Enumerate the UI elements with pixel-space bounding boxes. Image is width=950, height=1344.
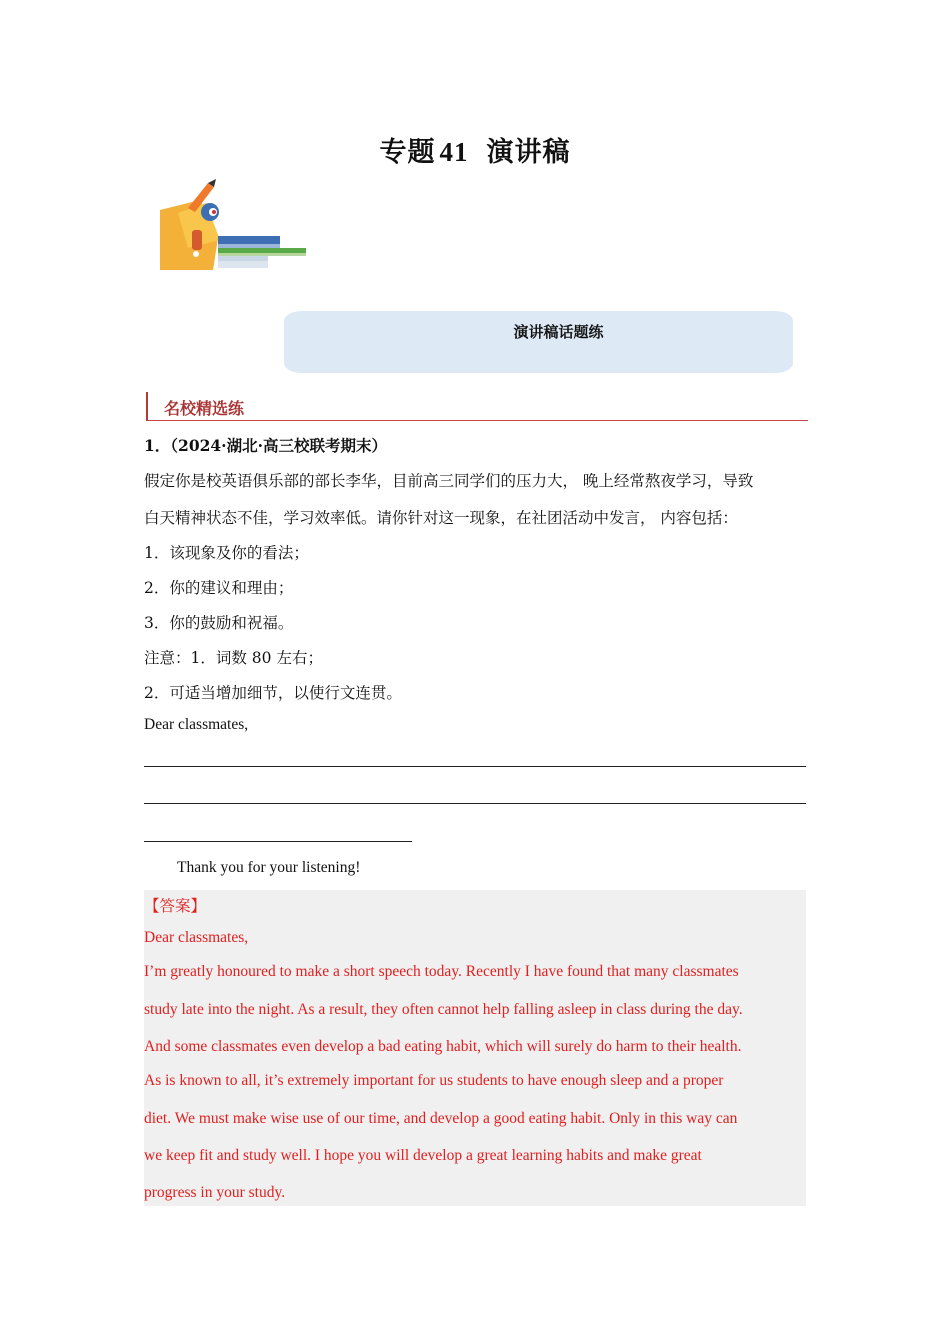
requirement-item: 3．你的鼓励和祝福。	[144, 614, 294, 632]
answer-line: As is known to all, it’s extremely important for us students to have enough sleep and a proper	[144, 1072, 724, 1089]
answer-line: progress in your study.	[144, 1184, 286, 1201]
pencil-books-illustration	[158, 178, 308, 273]
question-prompt-line: 假定你是校英语俱乐部的部长李华，目前高三同学们的压力大， 晚上经常熬夜学习，导致	[144, 472, 754, 490]
answer-line: we keep fit and study well. I hope you will develop a great learning habits and make great	[144, 1147, 702, 1164]
answer-blank-line	[144, 803, 806, 804]
answer-line: I’m greatly honoured to make a short speech today. Recently I have found that many classmates	[144, 963, 739, 980]
letter-closing: Thank you for your listening!	[177, 859, 361, 876]
banner-title: 演讲稿话题练	[513, 323, 604, 341]
letter-greeting: Dear classmates,	[144, 716, 249, 733]
requirement-item: 2．你的建议和理由；	[144, 579, 294, 597]
title-number: 41	[439, 137, 469, 167]
requirement-item: 1．该现象及你的看法；	[144, 544, 309, 562]
answer-line: study late into the night. As a result, they often cannot help falling asleep in class during the day.	[144, 1001, 743, 1018]
title-topic: 演讲稿	[486, 137, 571, 168]
section-header	[146, 392, 808, 421]
title-prefix: 专题	[379, 137, 436, 168]
section-label: 名校精选练	[164, 399, 245, 418]
note-line: 2．可适当增加细节，以使行文连贯。	[144, 684, 402, 702]
answer-line: And some classmates even develop a bad eating habit, which will surely do harm to their health.	[144, 1038, 742, 1055]
page-title	[0, 130, 950, 169]
answer-label: 【答案】	[144, 898, 207, 915]
note-line: 注意：1．词数 80 左右；	[144, 649, 323, 667]
answer-blank-line	[144, 841, 412, 842]
question-prompt-line: 白天精神状态不佳，学习效率低。请你针对这一现象，在社团活动中发言， 内容包括：	[144, 509, 738, 527]
question-header: 1．（2024·湖北·高三校联考期末）	[144, 436, 387, 455]
answer-greeting: Dear classmates,	[144, 929, 249, 946]
answer-line: diet. We must make wise use of our time, and develop a good eating habit. Only in this way can	[144, 1110, 738, 1127]
answer-blank-line	[144, 766, 806, 767]
